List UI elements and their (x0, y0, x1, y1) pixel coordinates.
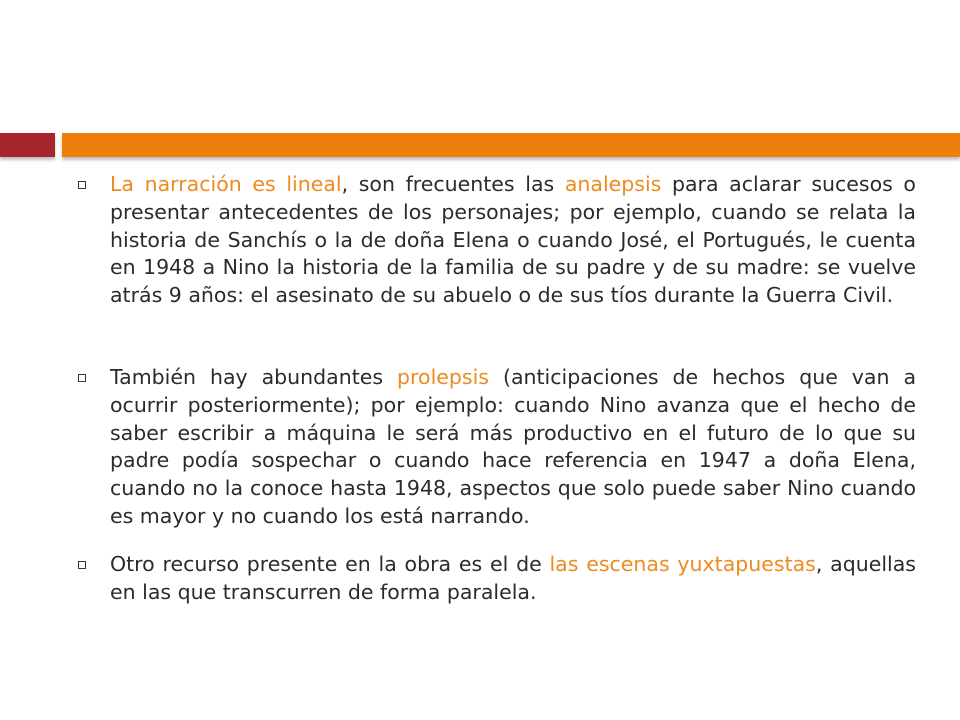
header-accent-bar-right (62, 133, 960, 157)
hollow-square-bullet-icon (78, 181, 86, 189)
highlight-narracion-lineal: La narración es lineal (110, 172, 342, 196)
hollow-square-bullet-icon (78, 374, 86, 382)
bullet-point-prolepsis (74, 364, 916, 531)
highlight-analepsis: analepsis (564, 172, 662, 196)
bullet-text: También hay abundantes (110, 364, 398, 389)
header-accent-bar-left (0, 133, 55, 157)
bullet-text: , aquellas en las que transcurren de forma paralela. (110, 551, 916, 604)
bullet-text: para aclarar sucesos o presentar antecedentes de los personajes; por ejemplo, cuando se relata la historia de Sanchís o la de doña Elena o cuando José, el Portugués, le cuenta en 1948 a Nino la historia de la familia de su padre y de su madre: se vuelve atrás 9 años: el asesinato de su abuelo o de sus tíos durante la Guerra Civil. (110, 172, 916, 308)
bullet-text: (anticipaciones de hechos que van a ocurrir posteriormente); por ejemplo: cuando Nino avanza que el hecho de saber escribir a máquina le será más productivo en el futuro de lo que su padre podía sospechar o cuando hace referencia en 1947 a doña Elena, cuando no la conoce hasta 1948, aspectos que solo puede saber Nino cuando es mayor y no cuando los está narrando. (110, 364, 917, 528)
slide-content (74, 171, 916, 606)
hollow-square-bullet-icon (78, 561, 86, 569)
highlight-prolepsis: prolepsis (397, 364, 489, 389)
bullet-text: Otro recurso presente en la obra es el de (110, 551, 550, 576)
bullet-point-escenas (74, 551, 916, 607)
bullet-point-narracion (74, 171, 916, 310)
bullet-text: , son frecuentes las (341, 172, 565, 196)
highlight-escenas-yuxtapuestas: las escenas yuxtapuestas (549, 551, 816, 576)
